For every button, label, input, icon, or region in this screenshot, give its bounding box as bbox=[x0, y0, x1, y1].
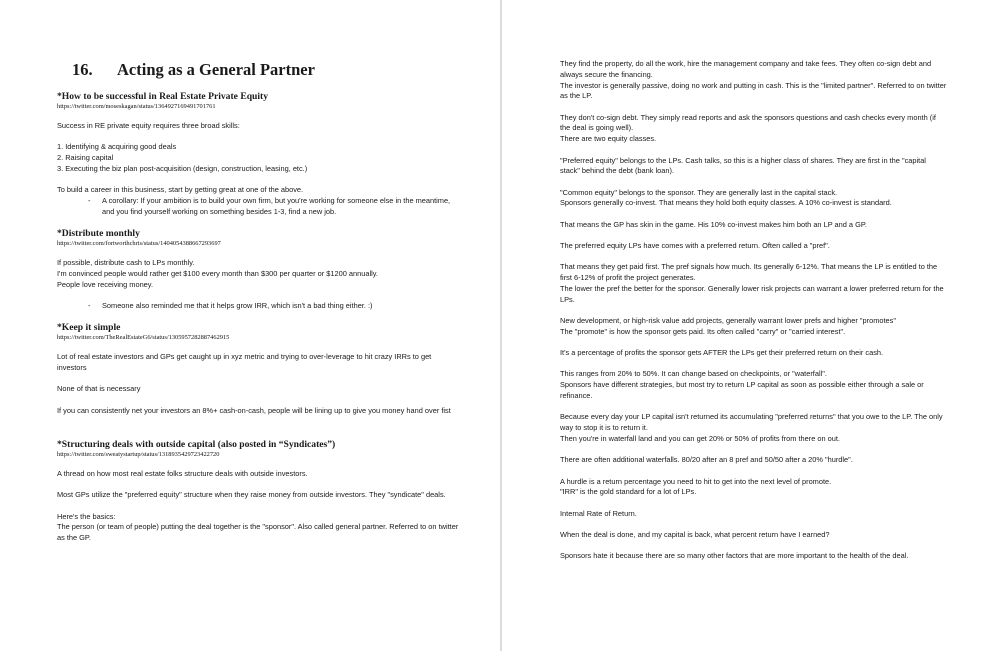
paragraph-line: That means they get paid first. The pref signals how much. Its generally 6-12%. That means the LP is entitled to the first 6-12% of profit the project generates. bbox=[560, 262, 938, 283]
list-item: 1. Identifying & acquiring good deals bbox=[57, 142, 177, 152]
paragraph: Sponsors hate it because there are so many other factors that are more important to the health of the deal. bbox=[560, 551, 909, 561]
paragraph-line: Because every day your LP capital isn't returned its accumulating "preferred returns" that you owe to the LP. The only way to stop it is to return it. bbox=[560, 412, 943, 433]
paragraph-line: New development, or high-risk value add projects, generally warrant lower prefs and higher "promotes" bbox=[560, 316, 896, 326]
paragraph-line: The investor is generally passive, doing no work and putting in cash. This is the "limited partner". Referred to on twitter as the LP. bbox=[560, 80, 947, 101]
paragraph-line: The "promote" is how the sponsor gets paid. Its often called "carry" or "carried interest". bbox=[560, 326, 846, 336]
paragraph: Most GPs utilize the "preferred equity" structure when they raise money from outside investors. They "syndicate" deals. bbox=[57, 490, 446, 500]
paragraph-line: Here's the basics: bbox=[57, 511, 116, 521]
paragraph-line: "IRR" is the gold standard for a lot of LPs. bbox=[560, 487, 697, 497]
chapter-number: 16. bbox=[72, 60, 93, 79]
paragraph: To build a career in this business, start by getting great at one of the above. bbox=[57, 185, 304, 195]
paragraph: If you can consistently net your investors an 8%+ cash-on-cash, people will be lining up to give you money hand over fist bbox=[57, 405, 451, 415]
paragraph: A thread on how most real estate folks structure deals with outside investors. bbox=[57, 468, 308, 478]
list-item: 3. Executing the biz plan post-acquisition (design, construction, leasing, etc.) bbox=[57, 163, 308, 173]
paragraph: Lot of real estate investors and GPs get caught up in xyz metric and trying to over-leverage to hit crazy IRRs to get investors bbox=[57, 352, 432, 373]
paragraph-line: Then you're in waterfall land and you can get 20% or 50% of profits from there on out. bbox=[560, 433, 840, 443]
paragraph: When the deal is done, and my capital is back, what percent return have I earned? bbox=[560, 529, 830, 539]
paragraph: Success in RE private equity requires three broad skills: bbox=[57, 121, 240, 130]
chapter-title: Acting as a General Partner bbox=[117, 60, 315, 79]
paragraph: Internal Rate of Return. bbox=[560, 508, 637, 518]
list-item: 2. Raising capital bbox=[57, 153, 114, 163]
paragraph-line: People love receiving money. bbox=[57, 279, 153, 289]
section-title-keep-it-simple: *Keep it simple bbox=[57, 322, 121, 334]
right-page bbox=[502, 0, 1005, 651]
paragraph-line: They find the property, do all the work, hire the management company and take fees. They often co-sign debt and always secure the financing. bbox=[560, 59, 932, 79]
paragraph: "Preferred equity" belongs to the LPs. Cash talks, so this is a higher class of shares. They are first in the "capital stack" behind the debt (bank loan). bbox=[560, 155, 926, 176]
bullet-item bbox=[88, 300, 460, 312]
section-title-structuring-deals: *Structuring deals with outside capital (also posted in “Syndicates”) bbox=[57, 438, 336, 450]
bullet-item bbox=[88, 195, 460, 218]
paragraph: None of that is necessary bbox=[57, 384, 141, 394]
paragraph-line: The lower the pref the better for the sponsor. Generally lower risk projects can warrant a lower preferred return for the LPs. bbox=[560, 283, 944, 304]
paragraph-line: I'm convinced people would rather get $100 every month than $300 per quarter or $1200 annually. bbox=[57, 268, 378, 278]
paragraph-line: The person (or team of people) putting the deal together is the "sponsor". Also called general partner. Referred to on twitter as the GP. bbox=[57, 522, 459, 543]
bullet-dash: - bbox=[88, 300, 91, 310]
paragraph: The preferred equity LPs have comes with a preferred return. Often called a "pref". bbox=[560, 241, 830, 251]
bullet-dash: - bbox=[88, 195, 91, 205]
paragraph-line: This ranges from 20% to 50%. It can change based on checkpoints, or "waterfall". bbox=[560, 369, 827, 379]
section-url-keep-it-simple[interactable]: https://twitter.com/TheRealEstateG6/status/1305957282887462915 bbox=[57, 334, 230, 342]
paragraph-line: Sponsors generally co-invest. That means they hold both equity classes. A 10% co-invest is standard. bbox=[560, 198, 892, 208]
section-title-private-equity: *How to be successful in Real Estate Private Equity bbox=[57, 91, 269, 102]
spacer bbox=[57, 427, 460, 439]
paragraph-line: A hurdle is a return percentage you need to hit to get into the next level of promote. bbox=[560, 476, 832, 486]
paragraph-line: "Common equity" belongs to the sponsor. They are generally last in the capital stack. bbox=[560, 187, 838, 197]
chapter-heading bbox=[72, 60, 460, 80]
section-url-private-equity[interactable]: https://twitter.com/moseskagan/status/1364927169491701761 bbox=[57, 103, 216, 110]
paragraph-line: If possible, distribute cash to LPs monthly. bbox=[57, 258, 195, 268]
paragraph-line: Sponsors have different strategies, but most try to return LP capital as soon as possible either through a sale or refinance. bbox=[560, 380, 924, 401]
paragraph: It's a percentage of profits the sponsor gets AFTER the LPs get their preferred return on their cash. bbox=[560, 348, 884, 358]
bullet-text: A corollary: If your ambition is to build your own firm, but you're working for someone else in the meantime, and you find yourself working on something besides 1-3, find a new job. bbox=[102, 195, 451, 216]
paragraph-line: There are two equity classes. bbox=[560, 134, 657, 144]
left-page bbox=[0, 0, 500, 651]
section-title-distribute-monthly: *Distribute monthly bbox=[57, 228, 140, 240]
paragraph: There are often additional waterfalls. 80/20 after an 8 pref and 50/50 after a 20% "hurdle". bbox=[560, 455, 853, 465]
bullet-text: Someone also reminded me that it helps grow IRR, which isn't a bad thing either. :) bbox=[102, 300, 373, 310]
paragraph-line: They don't co-sign debt. They simply read reports and ask the sponsors questions and cash checks every month (if the deal is going well). bbox=[560, 112, 936, 133]
section-url-structuring-deals[interactable]: https://twitter.com/sweatystartup/status/1318935429723422720 bbox=[57, 450, 220, 458]
section-url-distribute-monthly[interactable]: https://twitter.com/fortworthchris/status/1404054388667293697 bbox=[57, 240, 221, 248]
paragraph: That means the GP has skin in the game. His 10% co-invest makes him both an LP and a GP. bbox=[560, 219, 867, 229]
